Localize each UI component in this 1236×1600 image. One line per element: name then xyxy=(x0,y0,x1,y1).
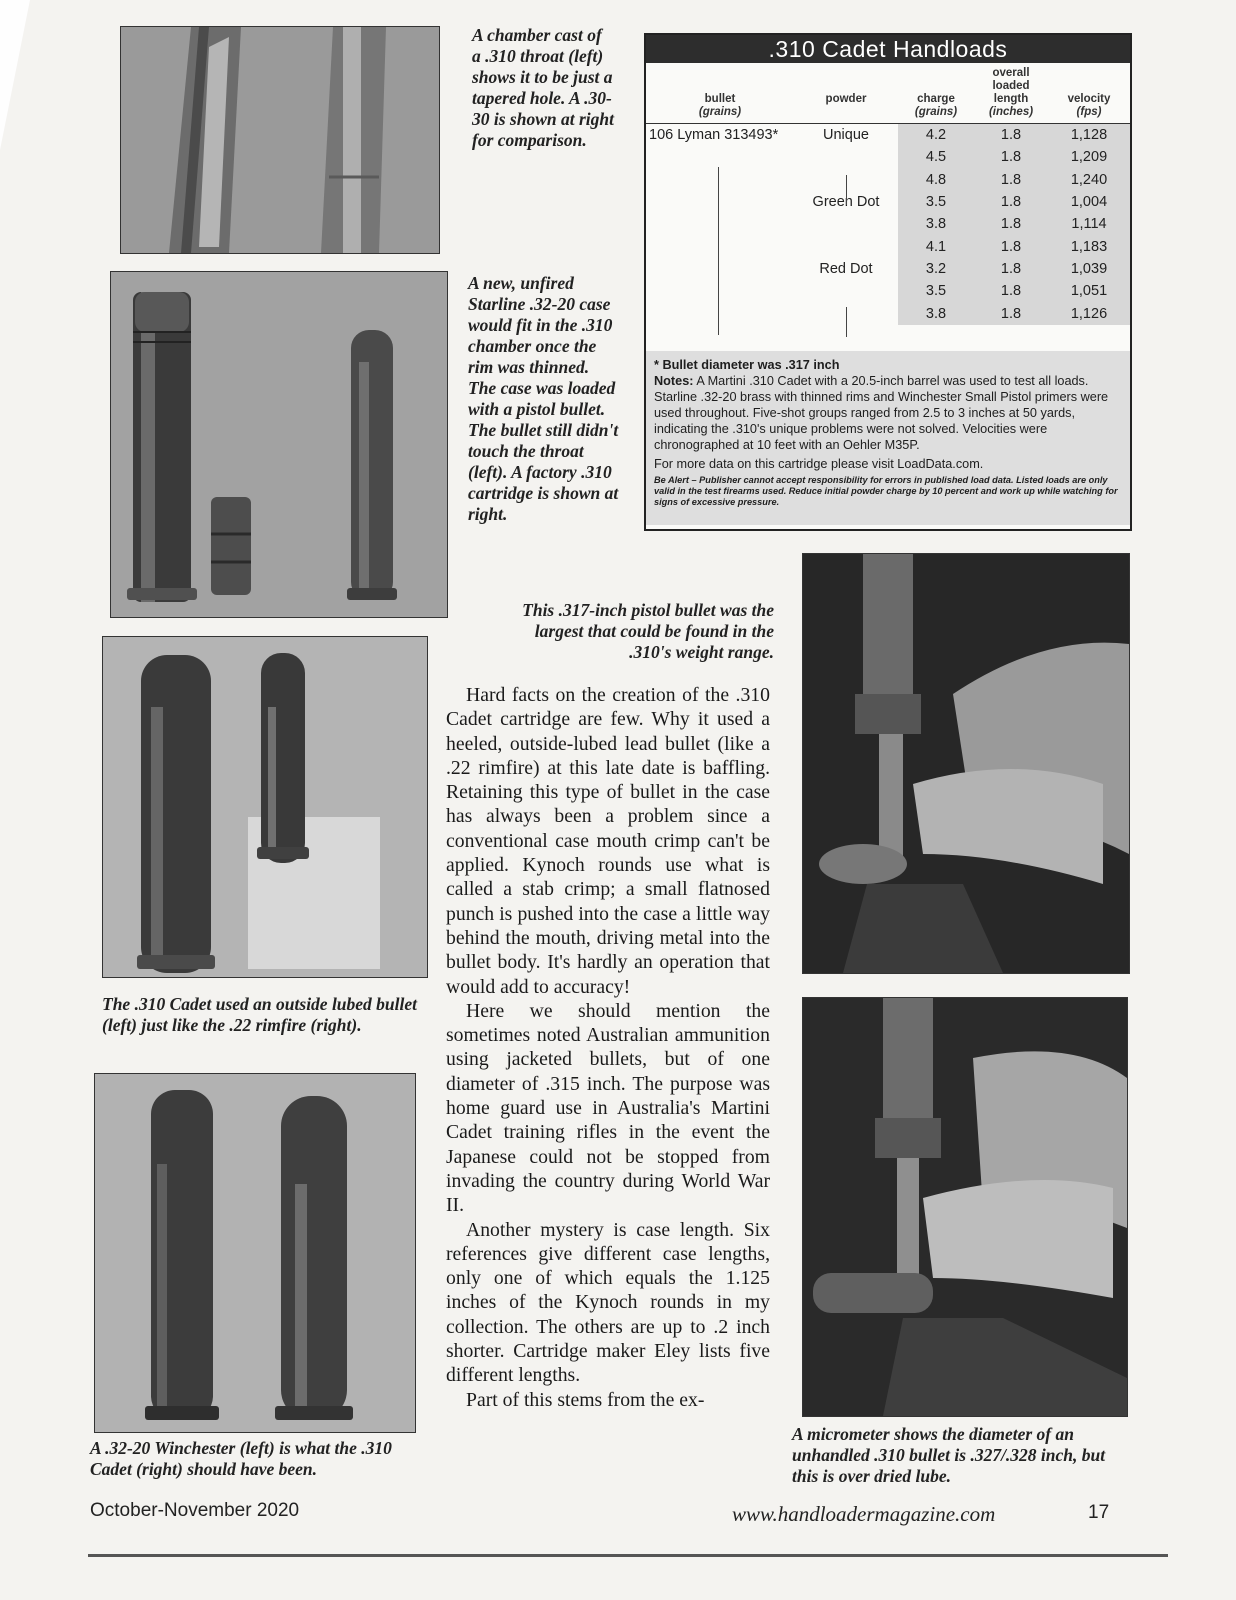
cell-velocity: 1,051 xyxy=(1048,280,1130,302)
bullet-continuation-line xyxy=(718,167,719,335)
cell-velocity: 1,128 xyxy=(1048,124,1130,147)
body-paragraph-3: Another mystery is case length. Six references give different case lengths, only one of which equals the 1.125 inches of the Kynoch rounds in my collection. The others are up to .2 inch shorter. Cartridge maker Eley lists five different lengths. xyxy=(446,1218,770,1387)
header-velocity: velocity (fps) xyxy=(1067,93,1111,118)
cell-bullet xyxy=(646,280,794,302)
starline-case-caption: A new, unfired Starline .32-20 case would fit in the .310 chamber once the rim was thinned. The case was loaded with a pistol bullet. The bullet still didn't touch the throat (left). A factory .310 cartridge is shown at right. xyxy=(468,273,619,524)
outside-lubed-photo xyxy=(102,636,428,978)
micrometer-caption: A micrometer shows the diameter of an unhandled .310 bullet is .327/.328 inch, but this is over dried lube. xyxy=(792,1424,1106,1486)
cell-velocity: 1,240 xyxy=(1048,169,1130,191)
table-title: .310 Cadet Handloads xyxy=(646,35,1130,63)
header-charge: charge (grains) xyxy=(914,93,958,118)
cell-powder: Green Dot xyxy=(812,194,880,211)
cell-velocity: 1,183 xyxy=(1048,235,1130,257)
cell-powder xyxy=(794,213,898,235)
table-notes xyxy=(646,351,1130,525)
body-paragraph-1: Hard facts on the creation of the .310 Cadet cartridge are few. Why it used a heeled, outside-lubed lead bullet (like a .22 rimfire) at this late date is baffling. Retaining this type of bullet in the case has always been a problem since a conventional case mouth crimp can't be applied. Kynoch rounds use what is called a stab crimp; a small flatnosed punch is pushed into the case a little way behind the mouth, driving metal into the bullet body. It's hardly an operation that would add to accuracy! xyxy=(446,684,770,998)
issue-date: October-November 2020 xyxy=(90,1500,300,1521)
cell-length: 1.8 xyxy=(974,258,1048,280)
cell-length: 1.8 xyxy=(974,280,1048,302)
cell-charge: 3.5 xyxy=(898,280,974,302)
cell-charge: 4.8 xyxy=(898,169,974,191)
cell-length: 1.8 xyxy=(974,191,1048,213)
chamber-cast-caption: A chamber cast of a .310 throat (left) shows it to be just a tapered hole. A .30-30 is shown at right for comparison. xyxy=(472,25,614,150)
alert-text: Be Alert – Publisher cannot accept responsibility for errors in published load data. Listed loads are only valid in the test firearms used. Reduce initial powder charge by 10 percent and work up while watching for signs of excessive pressure. xyxy=(654,475,1118,507)
cell-powder xyxy=(794,280,898,302)
cell-powder xyxy=(794,235,898,257)
table-row xyxy=(646,146,1130,168)
bottom-rule xyxy=(88,1554,1168,1557)
website-url: www.handloadermagazine.com xyxy=(732,1502,996,1526)
chamber-cast-photo xyxy=(120,26,440,254)
notes-text: Notes: A Martini .310 Cadet with a 20.5-inch barrel was used to test all loads. Starline .32-20 brass with thinned rims and Winchester Small Pistol primers were used throughout. Five-shot groups ranged from 2.5 to 3 inches at 50 yards, indicating the .310's unique problems were not solved. Velocities were chronographed at 10 feet with an Oehler M35P. xyxy=(654,374,1109,452)
page-corner-fold xyxy=(0,0,30,150)
cell-bullet xyxy=(646,258,794,280)
cell-powder: Red Dot xyxy=(819,260,873,277)
cell-charge: 3.2 xyxy=(898,258,974,280)
cell-bullet: 106 Lyman 313493* xyxy=(646,124,794,147)
cell-charge: 4.5 xyxy=(898,146,974,168)
cell-length: 1.8 xyxy=(974,124,1048,147)
micrometer-photo-bottom xyxy=(802,997,1128,1417)
cell-charge: 4.2 xyxy=(898,124,974,147)
cell-length: 1.8 xyxy=(974,213,1048,235)
winchester-caption: A .32-20 Winchester (left) is what the .310 Cadet (right) should have been. xyxy=(90,1438,392,1479)
unique-continuation-line xyxy=(846,175,847,205)
body-paragraph-2: Here we should mention the sometimes noted Australian ammunition using jacketed bullets, but of one diameter of .315 inch. The purpose was home guard use in Australia's Martini Cadet training rifles in the event the Japanese could not be stopped from invading the country during World War II. xyxy=(446,999,770,1217)
cell-length: 1.8 xyxy=(974,146,1048,168)
header-powder: powder xyxy=(825,93,867,105)
cell-bullet xyxy=(646,235,794,257)
cell-velocity: 1,209 xyxy=(1048,146,1130,168)
cell-charge: 3.8 xyxy=(898,302,974,324)
page-number: 17 xyxy=(1088,1502,1110,1523)
cell-velocity: 1,114 xyxy=(1048,213,1130,235)
cell-bullet xyxy=(646,213,794,235)
body-paragraph-4: Part of this stems from the ex- xyxy=(466,1388,705,1411)
red-dot-continuation-line xyxy=(846,307,847,337)
cell-charge: 3.8 xyxy=(898,213,974,235)
cell-bullet xyxy=(646,302,794,324)
pistol-bullet-caption: This .317-inch pistol bullet was the largest that could be found in the .310's weight range. xyxy=(522,600,774,662)
cell-length: 1.8 xyxy=(974,235,1048,257)
header-bullet: bullet (grains) xyxy=(698,93,742,118)
article-body xyxy=(446,683,770,1412)
winchester-comparison-photo xyxy=(94,1073,416,1433)
cell-charge: 4.1 xyxy=(898,235,974,257)
cell-powder: Unique xyxy=(794,124,898,147)
table-row xyxy=(646,124,1130,147)
cell-bullet xyxy=(646,191,794,213)
cell-bullet xyxy=(646,146,794,168)
cell-velocity: 1,004 xyxy=(1048,191,1130,213)
footnote: * Bullet diameter was .317 inch xyxy=(654,358,840,372)
more-data: For more data on this cartridge please visit LoadData.com. xyxy=(654,457,984,471)
cell-bullet xyxy=(646,169,794,191)
header-length: overall loaded length (inches) xyxy=(988,67,1034,118)
cell-velocity: 1,126 xyxy=(1048,302,1130,324)
cell-length: 1.8 xyxy=(974,302,1048,324)
outside-lubed-caption: The .310 Cadet used an outside lubed bullet (left) just like the .22 rimfire (right). xyxy=(102,994,418,1035)
cell-velocity: 1,039 xyxy=(1048,258,1130,280)
cell-powder xyxy=(794,146,898,168)
handloads-table xyxy=(644,33,1132,531)
micrometer-photo-top xyxy=(802,553,1130,974)
cell-charge: 3.5 xyxy=(898,191,974,213)
cell-length: 1.8 xyxy=(974,169,1048,191)
starline-case-photo xyxy=(110,271,448,618)
